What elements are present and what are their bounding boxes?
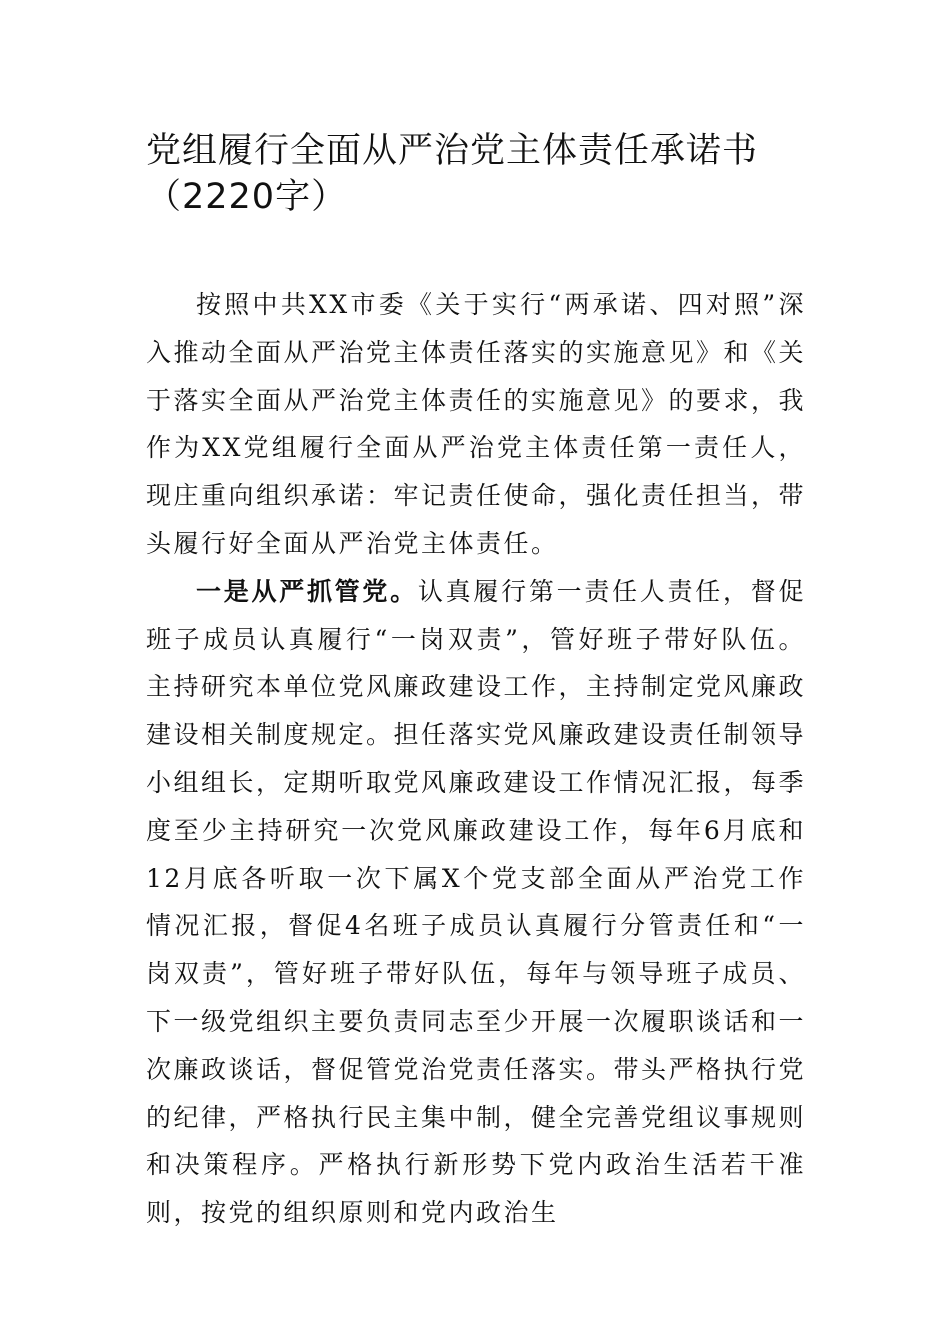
paragraph-intro bbox=[146, 281, 806, 568]
document-title bbox=[146, 128, 816, 220]
title-line-wordcount: （2220字） bbox=[146, 177, 348, 217]
paragraph-lead-heading: 一是从严抓管党。 bbox=[196, 576, 418, 606]
title-line-main: 党组履行全面从严治党主体责任承诺书 bbox=[146, 131, 759, 171]
paragraph-strict-party-management bbox=[146, 568, 806, 1237]
paragraph-strict-party-management-text: 认真履行第一责任人责任，督促班子成员认真履行“一岗双责”，管好班子带好队伍。主持研究本单位党风廉政建设工作，主持制定党风廉政建设相关制度规定。担任落实党风廉政建设责任制领导小组组长，定期听取党风廉政建设工作情况汇报，每季度至少主持研究一次党风廉政建设工作，每年6月底和12月底各听取一次下属X个党支部全面从严治党工作情况汇报，督促4名班子成员认真履行分管责任和“一岗双责”，管好班子带好队伍，每年与领导班子成员、下一级党组织主要负责同志至少开展一次履职谈话和一次廉政谈话，督促管党治党责任落实。带头严格执行党的纪律，严格执行民主集中制，健全完善党组议事规则和决策程序。严格执行新形势下党内政治生活若干准则，按党的组织原则和党内政治生 bbox=[146, 576, 807, 1228]
paragraph-intro-text: 按照中共XX市委《关于实行“两承诺、四对照”深入推动全面从严治党主体责任落实的实施意见》和《关于落实全面从严治党主体责任的实施意见》的要求，我作为XX党组履行全面从严治党主体责任第一责任人，现庄重向组织承诺：牢记责任使命，强化责任担当，带头履行好全面从严治党主体责任。 bbox=[146, 290, 807, 558]
document-body bbox=[146, 281, 806, 1237]
